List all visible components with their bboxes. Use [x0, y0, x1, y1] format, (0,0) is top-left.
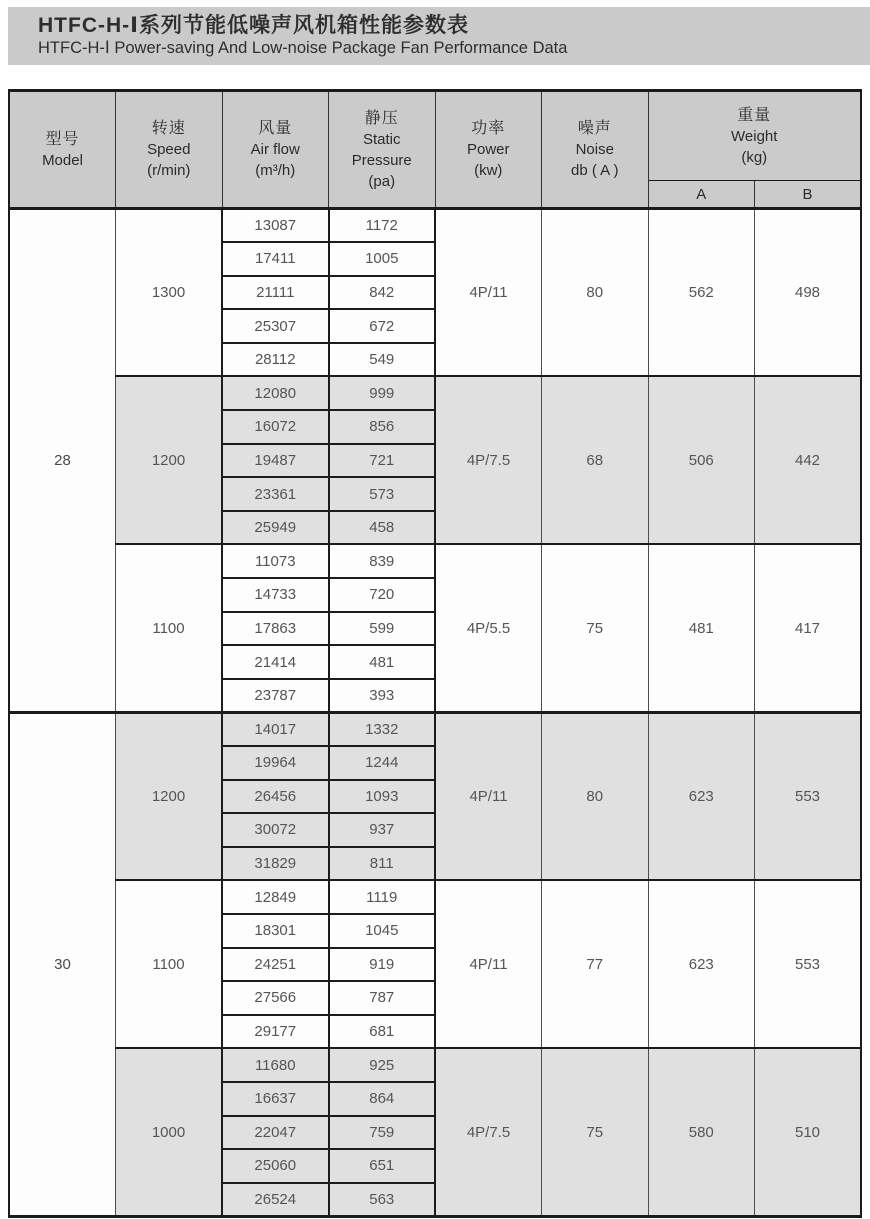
title-banner	[8, 7, 870, 65]
cell-pressure: 1093	[329, 780, 436, 814]
cell-power: 4P/5.5	[435, 544, 542, 712]
col-header-airflow: 风量 Air flow (m³/h)	[222, 91, 329, 209]
table-body	[9, 209, 861, 1217]
cell-weight-b: 553	[755, 880, 862, 1048]
cell-airflow: 17863	[222, 612, 329, 646]
cell-pressure: 842	[329, 276, 436, 310]
cell-pressure: 651	[329, 1149, 436, 1183]
cell-airflow: 19487	[222, 444, 329, 478]
table-row	[9, 1048, 861, 1082]
cell-airflow: 27566	[222, 981, 329, 1015]
cell-weight-a: 623	[648, 880, 755, 1048]
table-row	[9, 544, 861, 578]
cell-pressure: 919	[329, 948, 436, 982]
cell-pressure: 1172	[329, 209, 436, 243]
cell-airflow: 12849	[222, 880, 329, 914]
cell-airflow: 31829	[222, 847, 329, 881]
col-subheader-weight-b: B	[755, 181, 862, 209]
cell-weight-a: 481	[648, 544, 755, 712]
table-row	[9, 712, 861, 746]
cell-airflow: 30072	[222, 813, 329, 847]
cell-airflow: 14017	[222, 712, 329, 746]
cell-power: 4P/7.5	[435, 376, 542, 544]
cell-pressure: 1332	[329, 712, 436, 746]
cell-weight-b: 553	[755, 712, 862, 880]
cell-airflow: 13087	[222, 209, 329, 243]
cell-pressure: 811	[329, 847, 436, 881]
cell-pressure: 925	[329, 1048, 436, 1082]
cell-airflow: 26524	[222, 1183, 329, 1217]
cell-airflow: 21111	[222, 276, 329, 310]
cell-pressure: 672	[329, 309, 436, 343]
cell-airflow: 24251	[222, 948, 329, 982]
cell-speed: 1000	[116, 1048, 223, 1216]
col-subheader-weight-a: A	[648, 181, 755, 209]
cell-pressure: 458	[329, 511, 436, 545]
cell-pressure: 681	[329, 1015, 436, 1049]
cell-airflow: 28112	[222, 343, 329, 377]
cell-airflow: 29177	[222, 1015, 329, 1049]
cell-weight-a: 623	[648, 712, 755, 880]
cell-noise: 75	[542, 1048, 649, 1216]
col-header-weight: 重量 Weight (kg)	[648, 91, 861, 181]
cell-airflow: 21414	[222, 645, 329, 679]
cell-weight-b: 510	[755, 1048, 862, 1216]
cell-airflow: 19964	[222, 746, 329, 780]
table-row	[9, 880, 861, 914]
cell-noise: 80	[542, 209, 649, 377]
cell-airflow: 25949	[222, 511, 329, 545]
cell-pressure: 856	[329, 410, 436, 444]
cell-power: 4P/11	[435, 880, 542, 1048]
cell-airflow: 16637	[222, 1082, 329, 1116]
cell-pressure: 549	[329, 343, 436, 377]
cell-weight-b: 417	[755, 544, 862, 712]
col-header-pressure: 静压 Static Pressure (pa)	[329, 91, 436, 209]
header-row	[9, 91, 861, 181]
cell-pressure: 864	[329, 1082, 436, 1116]
cell-airflow: 12080	[222, 376, 329, 410]
cell-airflow: 26456	[222, 780, 329, 814]
cell-pressure: 599	[329, 612, 436, 646]
cell-speed: 1100	[116, 544, 223, 712]
cell-airflow: 11680	[222, 1048, 329, 1082]
cell-pressure: 481	[329, 645, 436, 679]
cell-weight-b: 442	[755, 376, 862, 544]
cell-speed: 1100	[116, 880, 223, 1048]
cell-pressure: 721	[329, 444, 436, 478]
cell-airflow: 25060	[222, 1149, 329, 1183]
table-row	[9, 376, 861, 410]
cell-pressure: 839	[329, 544, 436, 578]
col-header-speed: 转速 Speed (r/min)	[116, 91, 223, 209]
cell-pressure: 1119	[329, 880, 436, 914]
cell-speed: 1300	[116, 209, 223, 377]
cell-airflow: 16072	[222, 410, 329, 444]
cell-pressure: 937	[329, 813, 436, 847]
cell-noise: 77	[542, 880, 649, 1048]
cell-model: 30	[9, 712, 116, 1216]
cell-pressure: 787	[329, 981, 436, 1015]
cell-airflow: 23787	[222, 679, 329, 713]
cell-pressure: 1045	[329, 914, 436, 948]
col-header-noise: 噪声 Noise db ( A )	[542, 91, 649, 209]
cell-pressure: 1244	[329, 746, 436, 780]
cell-pressure: 720	[329, 578, 436, 612]
cell-speed: 1200	[116, 712, 223, 880]
cell-pressure: 563	[329, 1183, 436, 1217]
cell-airflow: 25307	[222, 309, 329, 343]
cell-weight-a: 562	[648, 209, 755, 377]
cell-speed: 1200	[116, 376, 223, 544]
cell-pressure: 759	[329, 1116, 436, 1150]
cell-weight-b: 498	[755, 209, 862, 377]
cell-weight-a: 580	[648, 1048, 755, 1216]
cell-pressure: 1005	[329, 242, 436, 276]
cell-power: 4P/7.5	[435, 1048, 542, 1216]
table-header	[9, 91, 861, 209]
cell-noise: 75	[542, 544, 649, 712]
cell-pressure: 573	[329, 477, 436, 511]
performance-table	[8, 89, 862, 1218]
table-row	[9, 209, 861, 243]
cell-pressure: 999	[329, 376, 436, 410]
cell-airflow: 11073	[222, 544, 329, 578]
cell-airflow: 14733	[222, 578, 329, 612]
cell-airflow: 23361	[222, 477, 329, 511]
page-title-en: HTFC-H-Ⅰ Power-saving And Low-noise Package Fan Performance Data	[38, 39, 568, 57]
page-title-zh: HTFC-H-Ⅰ系列节能低噪声风机箱性能参数表	[38, 14, 469, 37]
cell-airflow: 17411	[222, 242, 329, 276]
cell-airflow: 22047	[222, 1116, 329, 1150]
cell-noise: 80	[542, 712, 649, 880]
cell-power: 4P/11	[435, 712, 542, 880]
col-header-power: 功率 Power (kw)	[435, 91, 542, 209]
cell-weight-a: 506	[648, 376, 755, 544]
cell-pressure: 393	[329, 679, 436, 713]
cell-model: 28	[9, 209, 116, 713]
cell-noise: 68	[542, 376, 649, 544]
cell-power: 4P/11	[435, 209, 542, 377]
cell-airflow: 18301	[222, 914, 329, 948]
col-header-model: 型号 Model	[9, 91, 116, 209]
